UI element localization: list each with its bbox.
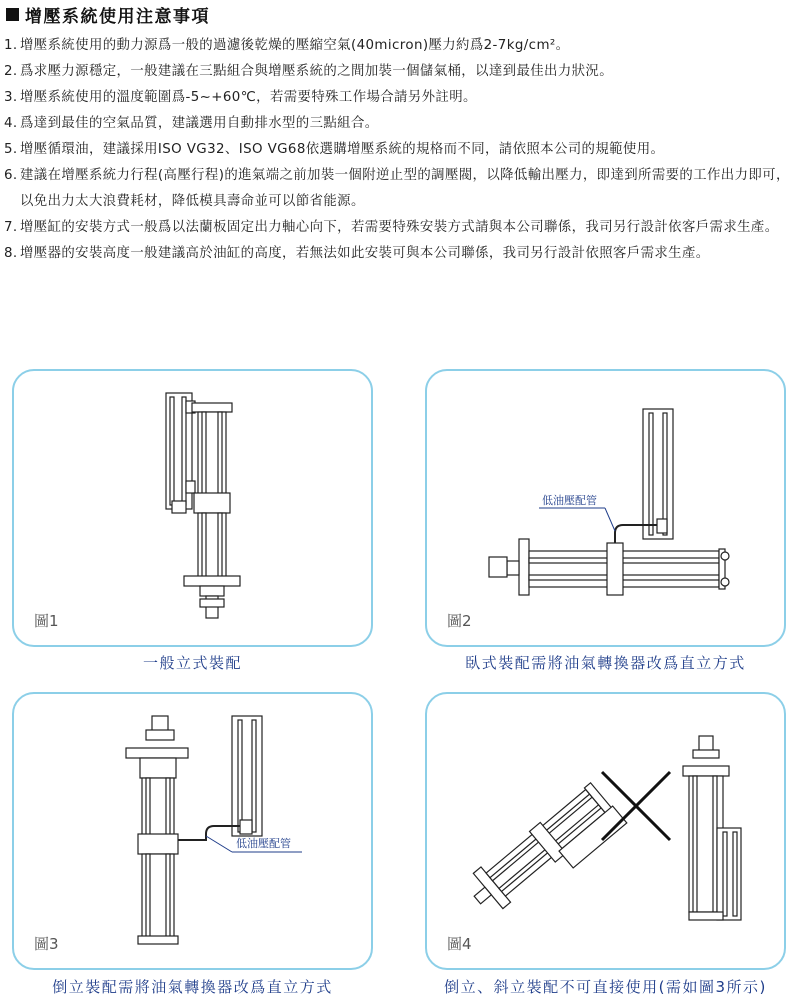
page-title-text: 增壓系統使用注意事項 <box>25 7 210 27</box>
note-text: 增壓循環油，建議採用ISO VG32、ISO VG68依選購增壓系統的規格而不同，請依照本公司的規範使用。 <box>20 142 665 157</box>
note-text: 增壓系統使用的溫度範圍爲-5~+60℃，若需要特殊工作場合請另外註明。 <box>20 90 477 105</box>
note-item <box>4 85 798 111</box>
square-bullet-icon <box>6 8 19 21</box>
note-item <box>4 215 798 241</box>
note-item <box>4 241 798 267</box>
page-title <box>6 2 210 27</box>
figure-2-callout: 低油壓配管 <box>542 494 597 507</box>
vertical-booster-drawing <box>14 371 371 645</box>
note-number: 3. <box>4 90 18 105</box>
note-number: 2. <box>4 64 18 79</box>
figure-2-caption: 臥式裝配需將油氣轉換器改爲直立方式 <box>465 654 746 672</box>
note-item <box>4 33 798 59</box>
inverted-booster-drawing <box>14 694 371 968</box>
note-item <box>4 137 798 163</box>
tilted-inverted-booster-drawing <box>427 694 784 968</box>
figure-3-label: 圖3 <box>34 935 59 953</box>
note-text: 增壓系統使用的動力源爲一般的過濾後乾燥的壓縮空氣(40micron)壓力約爲2-7kg/cm²。 <box>20 38 570 53</box>
figure-4-caption: 倒立、斜立裝配不可直接使用(需如圖3所示) <box>444 978 767 996</box>
note-number: 1. <box>4 38 18 53</box>
figure-1-label: 圖1 <box>34 612 59 630</box>
figure-1-panel <box>12 369 373 647</box>
figure-1-caption: 一般立式裝配 <box>142 654 242 672</box>
note-text: 爲求壓力源穩定，一般建議在三點組合與增壓系統的之間加裝一個儲氣桶，以達到最佳出力狀況。 <box>20 64 613 79</box>
note-number: 8. <box>4 246 18 261</box>
note-text: 爲達到最佳的空氣品質，建議選用自動排水型的三點組合。 <box>20 116 379 131</box>
figure-2-label: 圖2 <box>447 612 472 630</box>
note-text: 增壓器的安裝高度一般建議高於油缸的高度，若無法如此安裝可與本公司聯係，我司另行設計依照客戶需求生產。 <box>20 246 710 261</box>
note-number: 4. <box>4 116 18 131</box>
note-number: 5. <box>4 142 18 157</box>
figure-3-callout: 低油壓配管 <box>236 837 291 850</box>
figure-3-panel <box>12 692 373 970</box>
figure-2-panel <box>425 369 786 647</box>
note-item <box>4 163 798 215</box>
horizontal-booster-drawing <box>427 371 784 645</box>
notes-list <box>4 33 798 267</box>
note-text: 建議在增壓系統力行程(高壓行程)的進氣端之前加裝一個附逆止型的調壓閥，以降低輸出壓力，即達到所需要的工作出力即可，以免出力太大浪費耗材，降低模具壽命並可以節省能源。 <box>20 168 790 209</box>
note-number: 6. <box>4 168 18 183</box>
note-item <box>4 111 798 137</box>
figure-3-caption: 倒立裝配需將油氣轉換器改爲直立方式 <box>52 978 333 996</box>
note-number: 7. <box>4 220 18 235</box>
figure-4-panel <box>425 692 786 970</box>
note-text: 增壓缸的安裝方式一般爲以法蘭板固定出力軸心向下，若需要特殊安裝方式請與本公司聯係，我司另行設計依客戶需求生產。 <box>20 220 779 235</box>
note-item <box>4 59 798 85</box>
figure-4-label: 圖4 <box>447 935 472 953</box>
